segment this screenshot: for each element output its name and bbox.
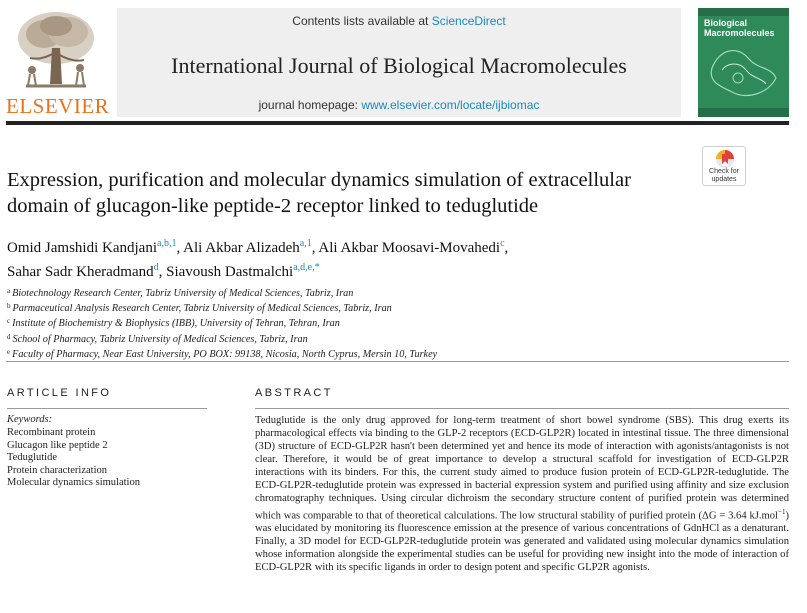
affiliation-text: Institute of Biochemistry & Biophysics (IBB), University of Tehran, Tehran, Iran [12,318,340,330]
affiliation-item [7,300,707,315]
affiliation-key: d [7,332,11,341]
author-affiliation-marker[interactable]: a,d,e,* [293,262,320,273]
author-name[interactable]: Ali Akbar Alizadeh [183,240,300,256]
author-separator: , [504,240,509,256]
abstract-text [255,415,789,575]
author-affiliation-marker[interactable]: a,1 [299,238,312,249]
keyword-item: Recombinant protein [7,427,96,438]
abstract-text-part2: ) was elucidated by monitoring its fluorescence emission at the presence of various concentrations of GdnHCl as a denaturant. Finally, a 3D model for ECD-GLP2R-teduglutide protein was generated and validated using molecular dynamics simulation whose information alongside the experimental studies can be useful for providing new insight into the mode of interaction of ECD-GLP2R with its specific ligands in order to design potent and specific GLP2R agonists. [255,510,789,574]
author-name[interactable]: Siavoush Dastmalchi [166,264,294,280]
elsevier-tree-icon [6,8,106,92]
crossmark-icon [703,148,747,170]
affiliation-key: c [7,317,11,326]
abstract-heading: ABSTRACT [255,387,333,399]
author-list [7,234,707,282]
check-for-updates-button[interactable] [702,146,746,186]
affiliation-item [7,285,707,300]
article-info-divider [7,408,207,409]
publisher-name: ELSEVIER [6,94,110,118]
affiliation-item [7,331,707,346]
keyword-item: Glucagon like peptide 2 [7,439,108,451]
author-affiliation-marker[interactable]: a,b,1 [157,238,177,249]
journal-title[interactable]: International Journal of Biological Macromolecules [171,53,627,78]
contents-prefix: Contents lists available at [292,14,432,28]
article-info-heading: ARTICLE INFO [7,387,112,399]
keywords-label: Keywords: [7,414,53,425]
check-for-updates-line1: Check for [709,168,739,175]
title-divider [6,361,789,362]
elsevier-logo[interactable] [6,8,110,118]
affiliation-item [7,346,707,361]
cover-title-line2: Macromolecules [704,28,775,38]
author-name[interactable]: Sahar Sadr Kheradmand [7,264,154,280]
affiliation-list [7,285,707,361]
keyword-item: Teduglutide [7,452,58,464]
check-for-updates-line2: updates [711,176,737,183]
affiliation-key: a [7,287,11,295]
homepage-prefix: journal homepage: [258,98,362,112]
keyword-item: Molecular dynamics simulation [7,477,140,489]
cover-title [704,18,786,38]
keyword-item: Protein characterization [7,464,107,476]
homepage-line [117,98,681,112]
affiliation-key: e [7,347,11,356]
header-divider [6,121,789,125]
contents-line [117,14,681,28]
check-for-updates-label [703,168,745,184]
homepage-link[interactable]: www.elsevier.com/locate/ijbiomac [361,98,540,112]
journal-cover[interactable] [698,8,789,117]
sciencedirect-link[interactable]: ScienceDirect [431,14,506,28]
abstract-divider [255,408,789,409]
journal-masthead [117,8,681,117]
author-separator: , [158,264,167,280]
affiliation-item [7,315,707,330]
affiliation-text: Biotechnology Research Center, Tabriz University of Medical Sciences, Tabriz, Iran [12,288,354,299]
author-name[interactable]: Omid Jamshidi Kandjani [7,240,157,256]
affiliation-key: b [7,302,11,311]
article-title: Expression, purification and molecular dynamics simulation of extracellular domain of glucagon-like peptide-2 receptor linked to teduglutide [7,169,631,217]
author-affiliation-marker[interactable]: c [500,238,505,249]
delta-g-value: ΔG = 3.64 kJ.mol [702,510,779,522]
author-separator: , [176,240,184,256]
author-name[interactable]: Ali Akbar Moosavi-Movahedi [318,240,501,256]
delta-g-exponent: −1 [778,507,786,516]
affiliation-text: School of Pharmacy, Tabriz University of Medical Sciences, Tabriz, Iran [12,333,308,345]
abstract-text-part1: Teduglutide is the only drug approved for long-term treatment of short bowel syndrome (SBS). This drug exerts its pharmacological effects via binding to the GLP-2 receptors (ECD-GLP2R) located in intestinal tissue. The three dimensional (3D) structure of ECD-GLP2R hasn't been determined yet and hence its mode of interaction with agonists/antagonists is not clear. Therefore, it would be of great importance to develop a structural scaffold for investigation of ECD-GLP2R interactions with its binders. For this, the current study aimed to produce fusion protein of ECD-GLP2R-teduglutide. The ECD-GLP2R-teduglutide protein was expressed in bacterial expression system and purified using affinity and size exclusion chromatography techniques. Using circular dichroism the secondary structure content of purified protein was determined which was comparable to that of theoretical calculations. The low structural stability of purified protein ( [255,415,789,522]
author-separator: , [311,240,319,256]
keywords-list [7,427,140,490]
author-affiliation-marker[interactable]: d [153,262,159,273]
cover-title-line1: Biological [704,18,748,28]
affiliation-text: Faculty of Pharmacy, Near East University, PO BOX: 99138, Nicosia, North Cyprus, Mersin 10, Turkey [12,348,438,360]
affiliation-text: Parmaceutical Analysis Research Center, Tabriz University of Medical Sciences, Tabriz, Iran [12,303,392,315]
